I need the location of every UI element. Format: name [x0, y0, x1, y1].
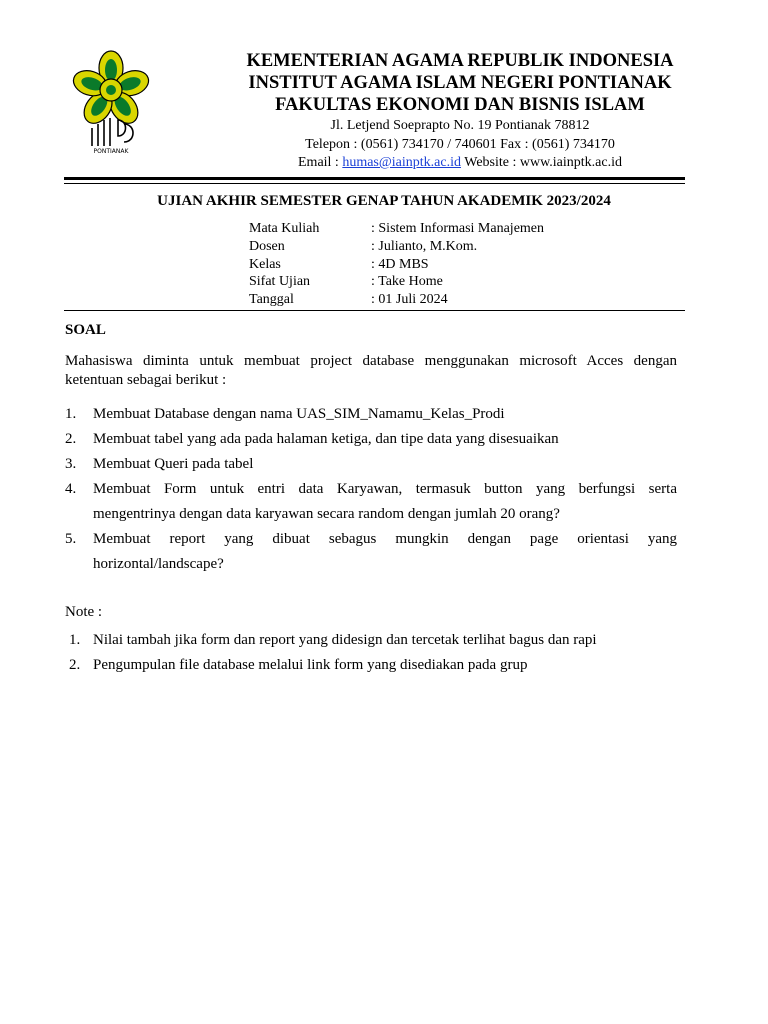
list-item: 1. Membuat Database dengan nama UAS_SIM_Namamu_Kelas_Prodi [65, 406, 505, 422]
ministry-name: KEMENTERIAN AGAMA REPUBLIK INDONESIA [246, 51, 674, 71]
contact-line: Email : humas@iainptk.ac.id Website : www.iainptk.ac.id [298, 155, 622, 170]
soal-list [65, 402, 677, 577]
soal-heading: SOAL [65, 322, 106, 338]
info-row: Mata Kuliah : Sistem Informasi Manajemen [249, 221, 545, 236]
institute-name: INSTITUT AGAMA ISLAM NEGERI PONTIANAK [248, 73, 672, 93]
exam-info [249, 220, 544, 309]
letterhead [160, 50, 760, 173]
info-row: Sifat Ujian : Take Home [249, 274, 443, 290]
list-item: 1. Nilai tambah jika form dan report yang didesign dan tercetak terlihat bagus dan rapi [69, 632, 597, 648]
institute-logo [62, 50, 160, 154]
address: Jl. Letjend Soeprapto No. 19 Pontianak 78812 [330, 118, 590, 133]
info-row: Kelas : 4D MBS [249, 256, 429, 272]
info-row: Tanggal : 01 Juli 2024 [249, 292, 448, 308]
email-link[interactable]: humas@iainptk.ac.id [342, 155, 461, 170]
list-item: 4. Membuat Form untuk entri data Karyawan, termasuk button yang berfungsi serta mengentrinya dengan data karyawan secara random dengan jumlah 20 orang? [65, 481, 677, 522]
info-row: Dosen : Julianto, M.Kom. [249, 238, 478, 254]
note-heading: Note : [65, 604, 103, 620]
faculty-name: FAKULTAS EKONOMI DAN BISNIS ISLAM [275, 95, 645, 115]
list-item: 5. Membuat report yang dibuat sebagus mungkin dengan page orientasi yang horizontal/landscape? [65, 531, 677, 572]
exam-title: UJIAN AKHIR SEMESTER GENAP TAHUN AKADEMIK 2023/2024 [157, 193, 611, 209]
header-rule-thin [64, 183, 685, 184]
website: www.iainptk.ac.id [519, 155, 622, 170]
phone-line: Telepon : (0561) 734170 / 740601 Fax : (0561) 734170 [305, 136, 615, 152]
list-item: 2. Membuat tabel yang ada pada halaman ketiga, dan tipe data yang disesuaikan [65, 431, 559, 447]
svg-text:PONTIANAK: PONTIANAK [93, 148, 129, 154]
soal-intro: Mahasiswa diminta untuk membuat project database menggunakan microsoft Acces dengan ketentuan sebagai berikut : [65, 353, 677, 388]
list-item: 3. Membuat Queri pada tabel [65, 456, 254, 472]
info-rule [64, 310, 685, 311]
header-rule-thick [64, 177, 685, 180]
list-item: 2. Pengumpulan file database melalui link form yang disediakan pada grup [69, 657, 528, 673]
note-list [65, 628, 677, 678]
